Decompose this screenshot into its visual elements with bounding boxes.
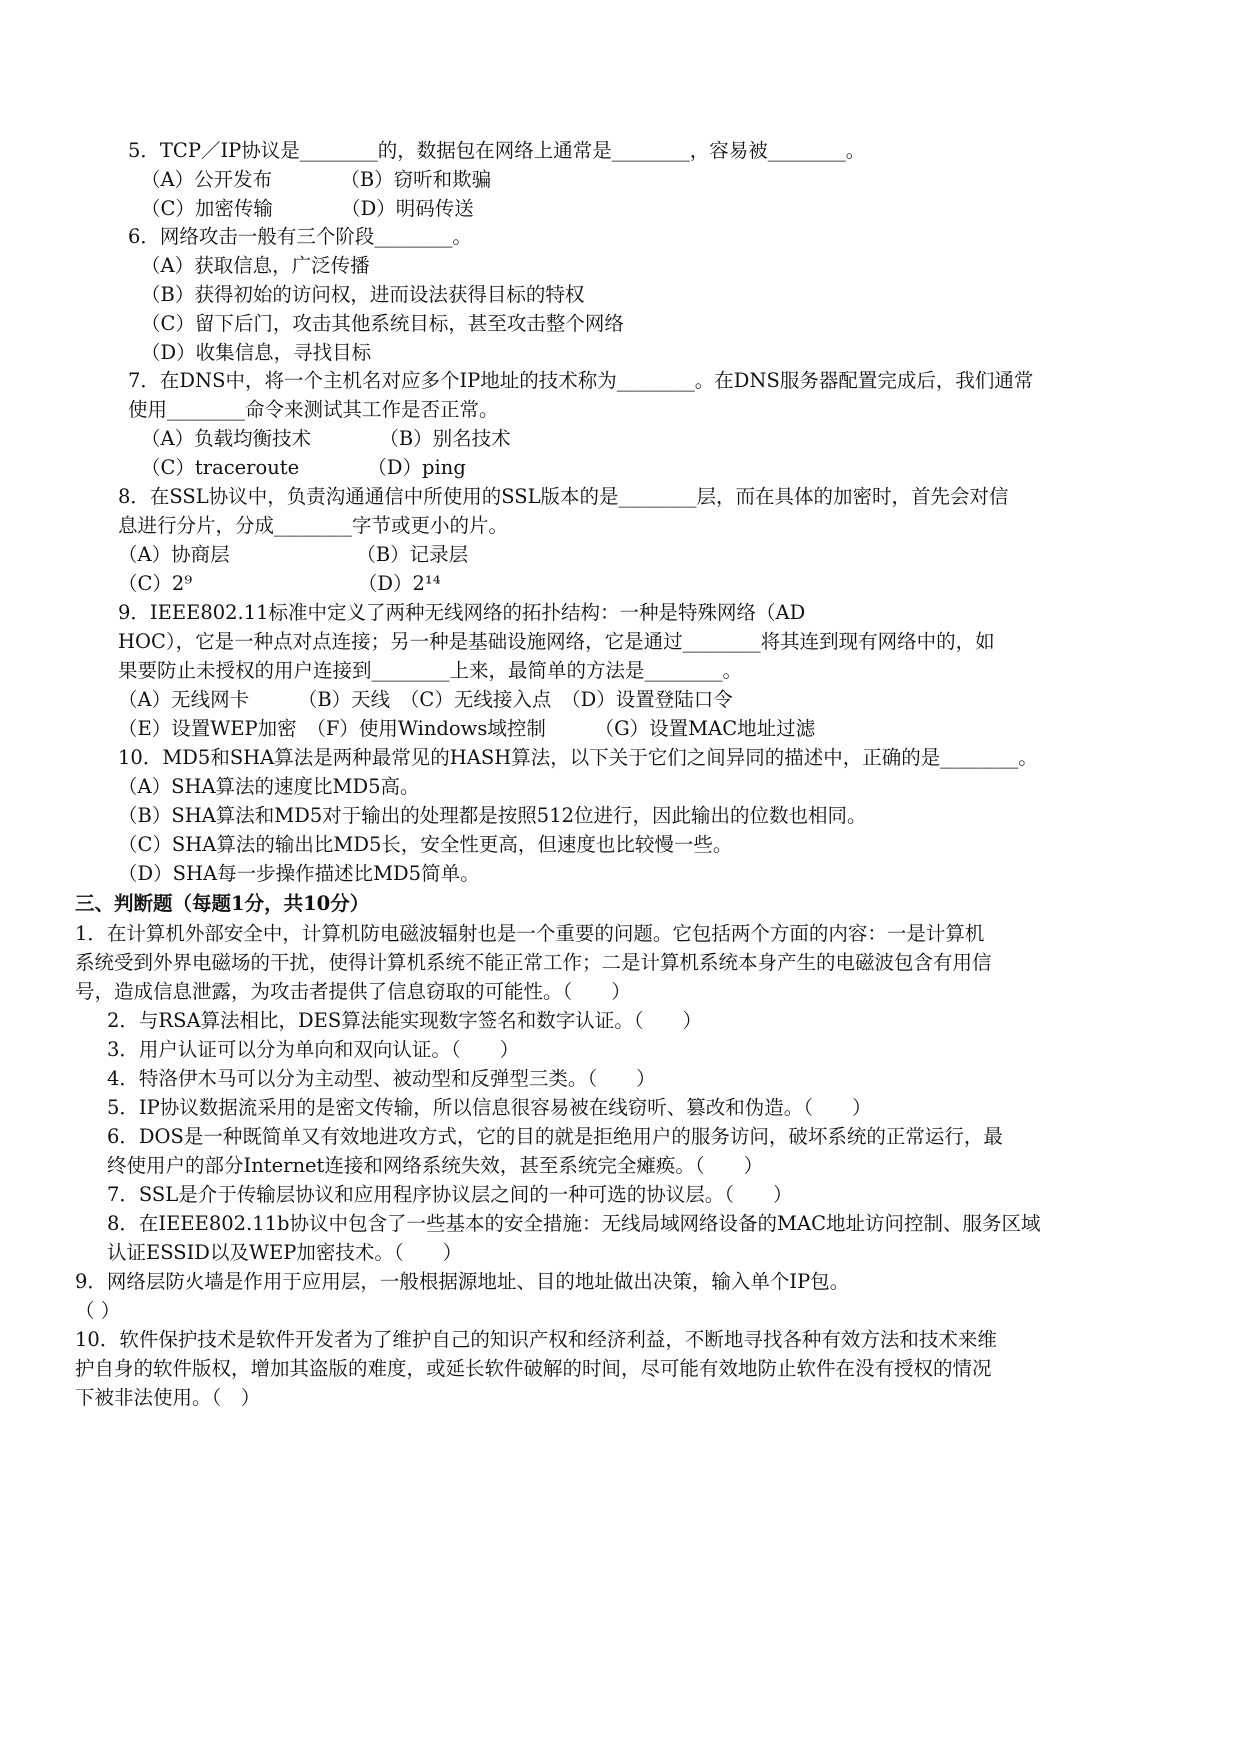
- question-6-option-d: （D）收集信息，寻找目标: [141, 341, 372, 364]
- judgment-2: 2．与RSA算法相比，DES算法能实现数字签名和数字认证。（ ）: [107, 1009, 703, 1032]
- judgment-10-line-3: 下被非法使用。（ ）: [75, 1386, 261, 1409]
- question-8-options-cd: （C）2⁹ （D）2¹⁴: [118, 572, 441, 595]
- question-5-stem: 5．TCP／IP协议是________的，数据包在网络上通常是________，容易被________。: [128, 139, 866, 162]
- judgment-8-line-2: 认证ESSID以及WEP加密技术。（ ）: [107, 1241, 463, 1264]
- question-6-stem: 6．网络攻击一般有三个阶段________。: [128, 225, 472, 248]
- judgment-8-line-1: 8．在IEEE802.11b协议中包含了一些基本的安全措施：无线局域网络设备的MAC地址访问控制、服务区域: [107, 1212, 1041, 1235]
- question-10-option-d: （D）SHA每一步操作描述比MD5简单。: [118, 862, 480, 885]
- judgment-5: 5．IP协议数据流采用的是密文传输，所以信息很容易被在线窃听、篡改和伪造。（ ）: [107, 1096, 872, 1119]
- judgment-1-line-1: 1．在计算机外部安全中，计算机防电磁波辐射也是一个重要的问题。它包括两个方面的内容：一是计算机: [75, 922, 985, 945]
- question-6-option-c: （C）留下后门，攻击其他系统目标，甚至攻击整个网络: [141, 312, 624, 335]
- question-5-options-ab: （A）公开发布 （B）窃听和欺骗: [141, 168, 492, 191]
- question-10-option-a: （A）SHA算法的速度比MD5高。: [118, 775, 420, 798]
- question-9-options-e-g: （E）设置WEP加密 （F）使用Windows域控制 （G）设置MAC地址过滤: [118, 717, 816, 740]
- question-7-stem-line-2: 使用________命令来测试其工作是否正常。: [128, 398, 499, 421]
- question-7-stem-line-1: 7．在DNS中，将一个主机名对应多个IP地址的技术称为________。在DNS服务器配置完成后，我们通常: [128, 369, 1034, 392]
- judgment-7: 7．SSL是介于传输层协议和应用程序协议层之间的一种可选的协议层。（ ）: [107, 1183, 793, 1206]
- question-9-stem-line-2: HOC），它是一种点对点连接；另一种是基础设施网络，它是通过________将其连到现有网络中的，如: [118, 630, 995, 653]
- judgment-6-line-2: 终使用户的部分Internet连接和网络系统失效，甚至系统完全瘫痪。（ ）: [107, 1154, 764, 1177]
- question-9-stem-line-1: 9．IEEE802.11标准中定义了两种无线网络的拓扑结构：一种是特殊网络（AD: [118, 601, 806, 624]
- judgment-1-line-2: 系统受到外界电磁场的干扰，使得计算机系统不能正常工作；二是计算机系统本身产生的电磁波包含有用信: [75, 951, 992, 974]
- question-10-stem: 10．MD5和SHA算法是两种最常见的HASH算法，以下关于它们之间异同的描述中，正确的是________。: [118, 746, 1038, 769]
- question-7-options-ab: （A）负载均衡技术 （B）别名技术: [141, 427, 511, 450]
- judgment-9-line-2: （ ）: [75, 1299, 121, 1322]
- judgment-10-line-2: 护自身的软件版权，增加其盗版的难度，或延长软件破解的时间，尽可能有效地防止软件在没有授权的情况: [75, 1357, 992, 1380]
- judgment-4: 4．特洛伊木马可以分为主动型、被动型和反弹型三类。（ ）: [107, 1067, 656, 1090]
- section-3-heading: 三、判断题（每题1分，共10分）: [75, 892, 370, 915]
- question-10-option-b: （B）SHA算法和MD5对于输出的处理都是按照512位进行，因此输出的位数也相同。: [118, 804, 867, 827]
- judgment-6-line-1: 6．DOS是一种既简单又有效地进攻方式，它的目的就是拒绝用户的服务访问，破坏系统的正常运行，最: [107, 1125, 1003, 1148]
- question-8-options-ab: （A）协商层 （B）记录层: [118, 543, 469, 566]
- judgment-1-line-3: 号，造成信息泄露，为攻击者提供了信息窃取的可能性。（ ）: [75, 980, 631, 1003]
- question-9-options-a-d: （A）无线网卡 （B）天线 （C）无线接入点 （D）设置登陆口令: [118, 688, 733, 711]
- judgment-10-line-1: 10．软件保护技术是软件开发者为了维护自己的知识产权和经济利益，不断地寻找各种有效方法和技术来维: [75, 1328, 997, 1351]
- judgment-3: 3．用户认证可以分为单向和双向认证。（ ）: [107, 1038, 520, 1061]
- question-9-stem-line-3: 果要防止未授权的用户连接到________上来，最简单的方法是________。: [118, 659, 743, 682]
- question-8-stem-line-1: 8．在SSL协议中，负责沟通通信中所使用的SSL版本的是________层，而在具体的加密时，首先会对信: [118, 485, 1009, 508]
- judgment-9-line-1: 9．网络层防火墙是作用于应用层，一般根据源地址、目的地址做出决策，输入单个IP包。: [75, 1270, 850, 1293]
- question-7-options-cd: （C）traceroute （D）ping: [141, 456, 466, 479]
- question-5-options-cd: （C）加密传输 （D）明码传送: [141, 197, 474, 220]
- question-6-option-a: （A）获取信息，广泛传播: [141, 254, 370, 277]
- question-6-option-b: （B）获得初始的访问权，进而设法获得目标的特权: [141, 283, 585, 306]
- question-8-stem-line-2: 息进行分片，分成________字节或更小的片。: [118, 514, 509, 537]
- question-10-option-c: （C）SHA算法的输出比MD5长，安全性更高，但速度也比较慢一些。: [118, 833, 733, 856]
